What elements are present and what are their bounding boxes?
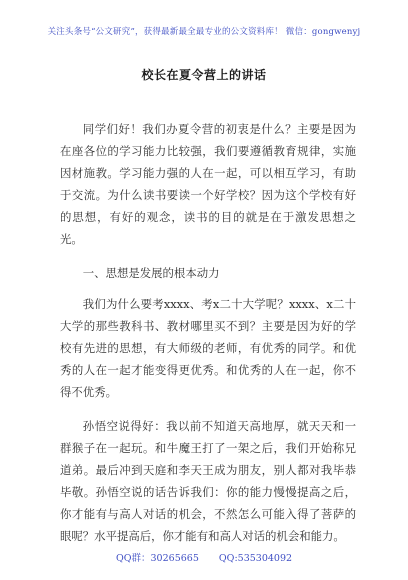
- footer-qq-number: QQ:535304092: [218, 553, 293, 564]
- paragraph-section1-2: 孙悟空说得好：我以前不知道天高地厚，就天天和一群猴子在一起玩。和牛魔王打了一架之后，我们开始称兄道弟。最后冲到天庭和李天王成为朋友，别人都对我毕恭毕敬。孙悟空说的话告诉我们：你的能力慢慢提高之后，你才能有与高人对话的机会，不然怎么可能入得了菩萨的眼呢？水平提高后，你才能有和高人对话的机会和能力。: [60, 419, 356, 543]
- document-title: 校长在夏令营上的讲话: [141, 68, 267, 82]
- section-heading: 一、思想是发展的根本动力: [82, 266, 220, 280]
- paragraph-section1-1: 我们为什么要考xxxx、考x二十大学呢？xxxx、x二十大学的那些教科书、教材哪里买不到？主要是因为好的学校有先进的思想，有大师级的老师，有优秀的同学。和优秀的人在一起才能变得更优秀。和优秀的人在一起，你不得不优秀。: [60, 297, 356, 399]
- paragraph-intro: 同学们好！我们办夏令营的初衷是什么？主要是因为在座各位的学习能力比较强，我们要遵循教育规律，实施因材施教。学习能力强的人在一起，可以相互学习，有助于交流。为什么读书要读一个好学校？因为这个学校有好的思想，有好的观念，读书的目的就是在于激发思想之光。: [60, 122, 356, 246]
- footer-qq-group: QQ群：30265665: [115, 553, 199, 564]
- header-note: 关注头条号“公文研究”，获得最新最全最专业的公文资料库！ 微信：gongwenyj: [47, 27, 361, 37]
- footer: [0, 550, 408, 564]
- document-body: [60, 118, 356, 555]
